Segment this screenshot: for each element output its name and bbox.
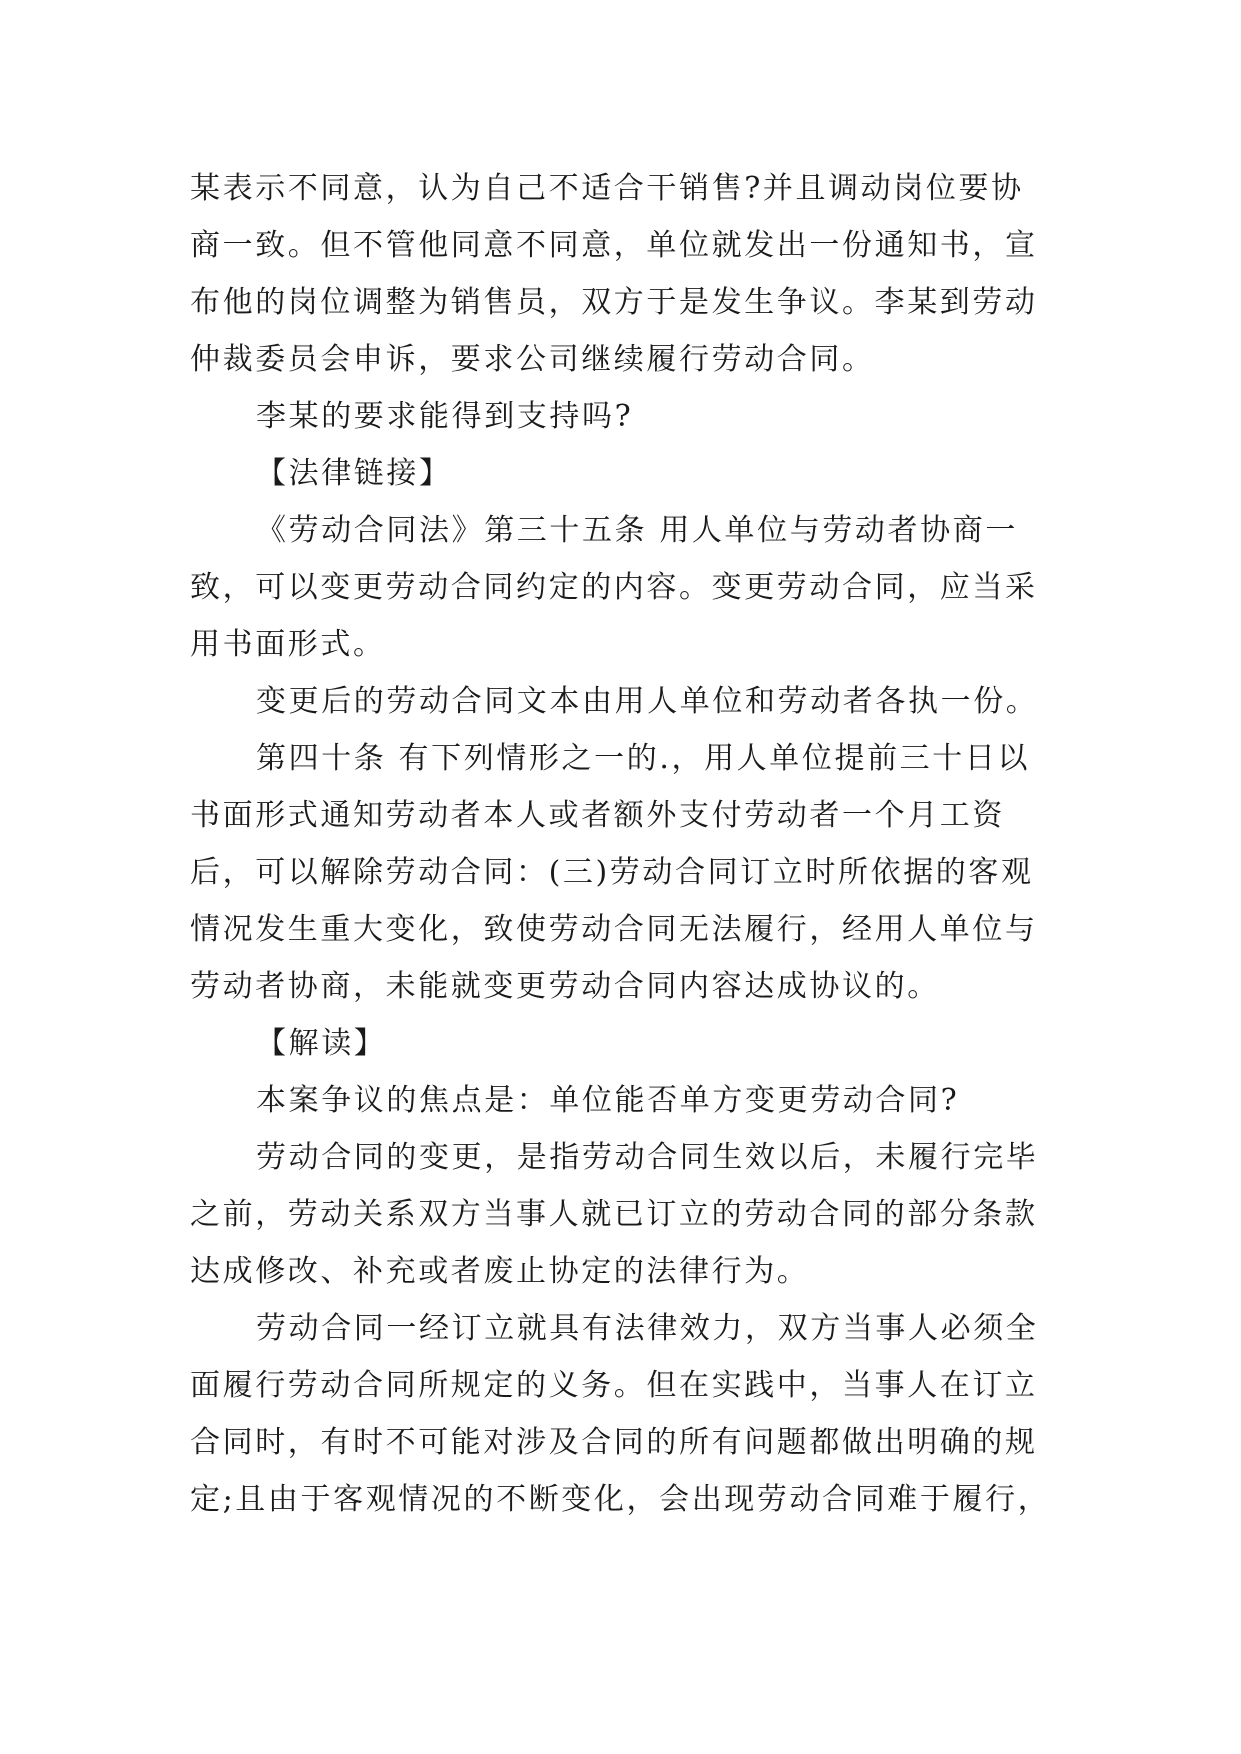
- text-line: 用书面形式。: [190, 627, 386, 662]
- question-line: 李某的要求能得到支持吗?: [256, 399, 634, 434]
- text-line: 布他的岗位调整为销售员，双方于是发生争议。李某到劳动: [190, 285, 1038, 320]
- text-line: 《劳动合同法》第三十五条 用人单位与劳动者协商一: [256, 513, 1018, 548]
- text-line: 劳动者协商，未能就变更劳动合同内容达成协议的。: [190, 969, 940, 1004]
- text-line: 情况发生重大变化，致使劳动合同无法履行，经用人单位与: [190, 912, 1038, 947]
- text-line: 面履行劳动合同所规定的义务。但在实践中，当事人在订立: [190, 1368, 1038, 1403]
- text-line: 商一致。但不管他同意不同意，单位就发出一份通知书，宣: [190, 228, 1038, 263]
- section-heading-interpretation: 【解读】: [256, 1026, 387, 1061]
- text-line: 达成修改、补充或者废止协定的法律行为。: [190, 1254, 810, 1289]
- text-line: 本案争议的焦点是：单位能否单方变更劳动合同?: [256, 1083, 960, 1118]
- text-line: 致，可以变更劳动合同约定的内容。变更劳动合同，应当采: [190, 570, 1038, 605]
- text-line: 定;且由于客观情况的不断变化，会出现劳动合同难于履行，: [190, 1482, 1051, 1517]
- section-heading-legal-link: 【法律链接】: [256, 456, 452, 491]
- text-line: 第四十条 有下列情形之一的.，用人单位提前三十日以: [256, 741, 1031, 776]
- text-line: 合同时，有时不可能对涉及合同的所有问题都做出明确的规: [190, 1425, 1038, 1460]
- text-line: 书面形式通知劳动者本人或者额外支付劳动者一个月工资: [190, 798, 1005, 833]
- text-line: 后，可以解除劳动合同：(三)劳动合同订立时所依据的客观: [190, 855, 1034, 890]
- text-line: 变更后的劳动合同文本由用人单位和劳动者各执一份。: [256, 684, 1039, 719]
- document-page: [190, 160, 1050, 1528]
- text-line: 劳动合同一经订立就具有法律效力，双方当事人必须全: [256, 1311, 1039, 1346]
- text-line: 之前，劳动关系双方当事人就已订立的劳动合同的部分条款: [190, 1197, 1038, 1232]
- text-line: 仲裁委员会申诉，要求公司继续履行劳动合同。: [190, 342, 875, 377]
- text-line: 某表示不同意，认为自己不适合干销售?并且调动岗位要协: [190, 171, 1024, 206]
- text-line: 劳动合同的变更，是指劳动合同生效以后，未履行完毕: [256, 1140, 1039, 1175]
